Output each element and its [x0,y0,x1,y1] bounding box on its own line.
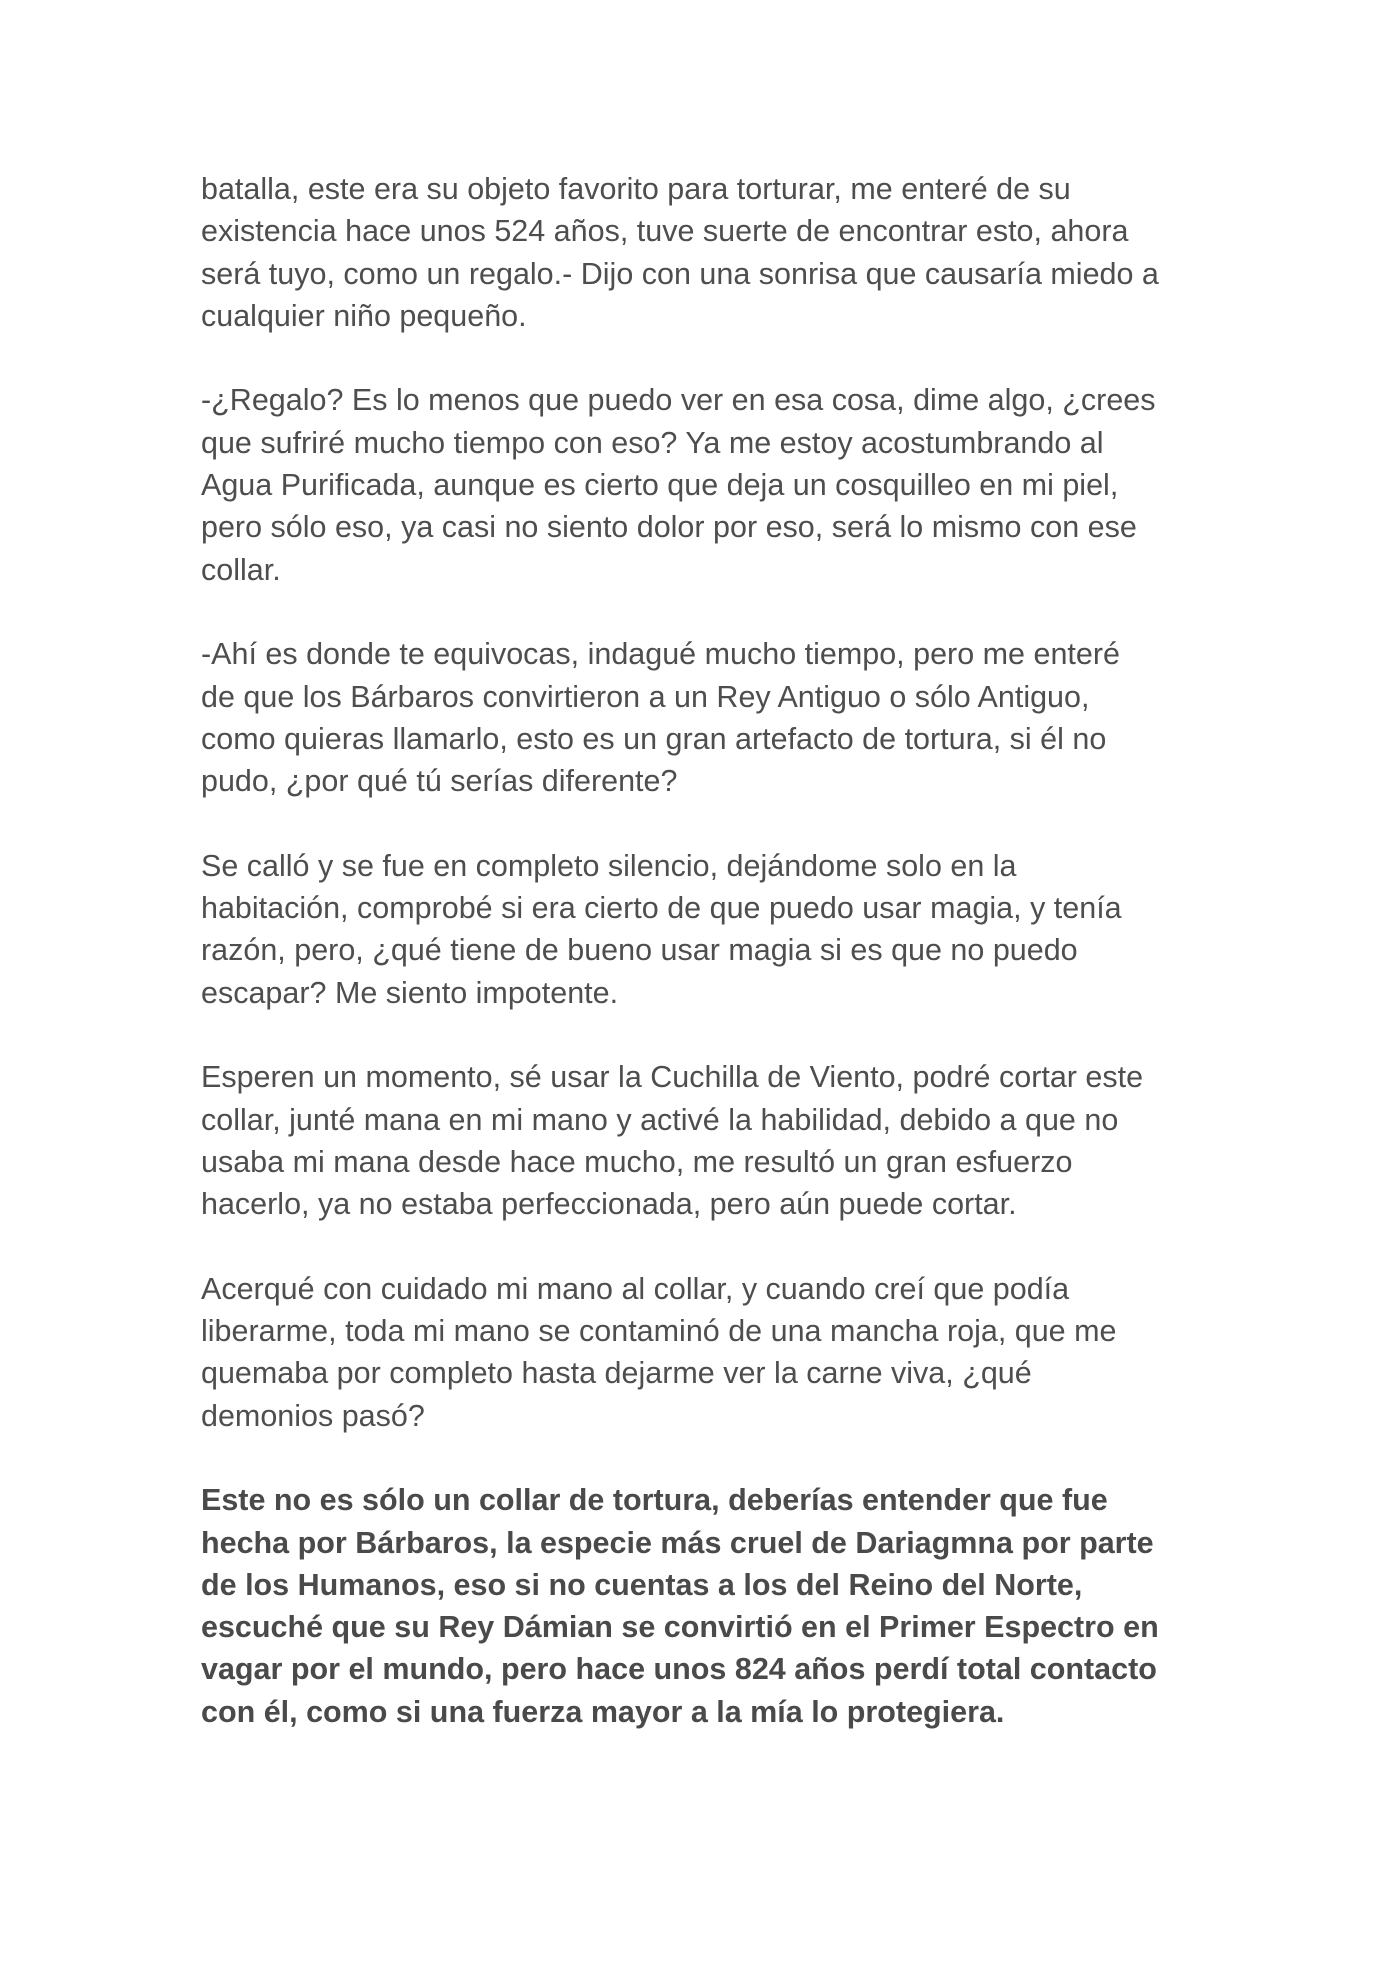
text-line: de que los Bárbaros convirtieron a un Rey Antiguo o sólo Antiguo, [201,679,1090,714]
text-line: de los Humanos, eso si no cuentas a los del Reino del Norte, [201,1567,1083,1602]
text-line: hecha por Bárbaros, la especie más cruel de Dariagmna por parte [201,1525,1154,1560]
text-line: cualquier niño pequeño. [201,298,527,333]
text-line: collar. [201,552,281,587]
paragraph-3 [201,633,1211,802]
text-line: como quieras llamarlo, esto es un gran artefacto de tortura, si él no [201,721,1107,756]
paragraph-5 [201,1056,1211,1225]
text-line: Acerqué con cuidado mi mano al collar, y cuando creí que podía [201,1271,1070,1306]
text-line: batalla, este era su objeto favorito para torturar, me enteré de su [201,172,1071,206]
text-line: -¿Regalo? Es lo menos que puedo ver en esa cosa, dime algo, ¿crees [201,383,1156,418]
text-line: con él, como si una fuerza mayor a la mía lo protegiera. [201,1694,1005,1729]
text-line: liberarme, toda mi mano se contaminó de una mancha roja, que me [201,1314,1117,1349]
text-line: razón, pero, ¿qué tiene de bueno usar magia si es que no puedo [201,933,1078,968]
document-body [201,168,1211,1775]
text-line: Esperen un momento, sé usar la Cuchilla de Viento, podré cortar este [201,1060,1144,1095]
text-line: vagar por el mundo, pero hace unos 824 años perdí total contacto [201,1652,1157,1687]
text-line: hacerlo, ya no estaba perfeccionada, pero aún puede cortar. [201,1187,1017,1222]
text-line: existencia hace unos 524 años, tuve suerte de encontrar esto, ahora [201,214,1129,249]
paragraph-4 [201,845,1211,1014]
paragraph-2 [201,379,1211,590]
text-line: Este no es sólo un collar de tortura, deberías entender que fue [201,1483,1108,1518]
text-line: será tuyo, como un regalo.- Dijo con una sonrisa que causaría miedo a [201,256,1159,291]
paragraph-7-bold [201,1479,1211,1733]
text-line: escapar? Me siento impotente. [201,975,619,1010]
text-line: que sufriré mucho tiempo con eso? Ya me estoy acostumbrando al [201,425,1104,460]
text-line: habitación, comprobé si era cierto de que puedo usar magia, y tenía [201,891,1122,926]
text-line: usaba mi mana desde hace mucho, me resultó un gran esfuerzo [201,1144,1073,1179]
text-line: quemaba por completo hasta dejarme ver la carne viva, ¿qué [201,1356,1032,1391]
text-line: Agua Purificada, aunque es cierto que deja un cosquilleo en mi piel, [201,468,1119,503]
text-line: demonios pasó? [201,1398,425,1433]
text-line: pero sólo eso, ya casi no siento dolor por eso, será lo mismo con ese [201,510,1137,545]
text-line: collar, junté mana en mi mano y activé la habilidad, debido a que no [201,1102,1119,1137]
paragraph-1 [201,168,1211,337]
text-line: Se calló y se fue en completo silencio, dejándome solo en la [201,848,1017,883]
text-line: pudo, ¿por qué tú serías diferente? [201,764,678,799]
paragraph-6 [201,1268,1211,1437]
text-line: escuché que su Rey Dámian se convirtió en el Primer Espectro en [201,1610,1159,1645]
text-line: -Ahí es donde te equivocas, indagué mucho tiempo, pero me enteré [201,637,1120,672]
